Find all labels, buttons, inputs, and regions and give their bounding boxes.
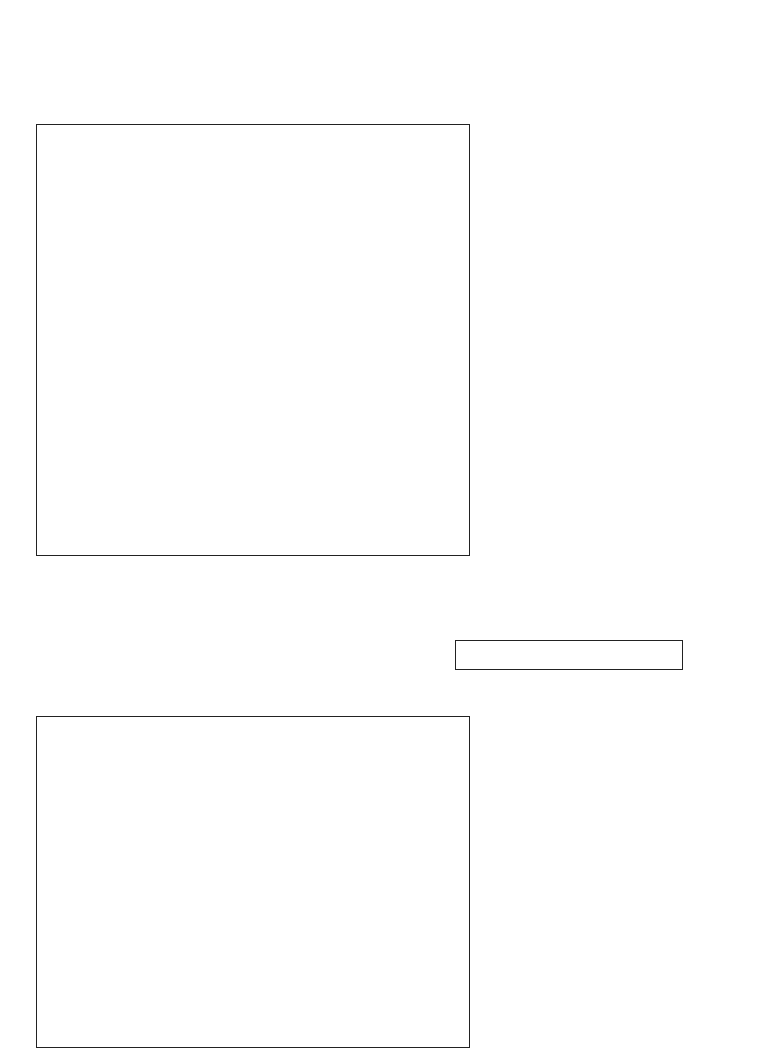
- syllable-reference-box: [455, 640, 683, 670]
- picture-grid: [36, 716, 470, 1048]
